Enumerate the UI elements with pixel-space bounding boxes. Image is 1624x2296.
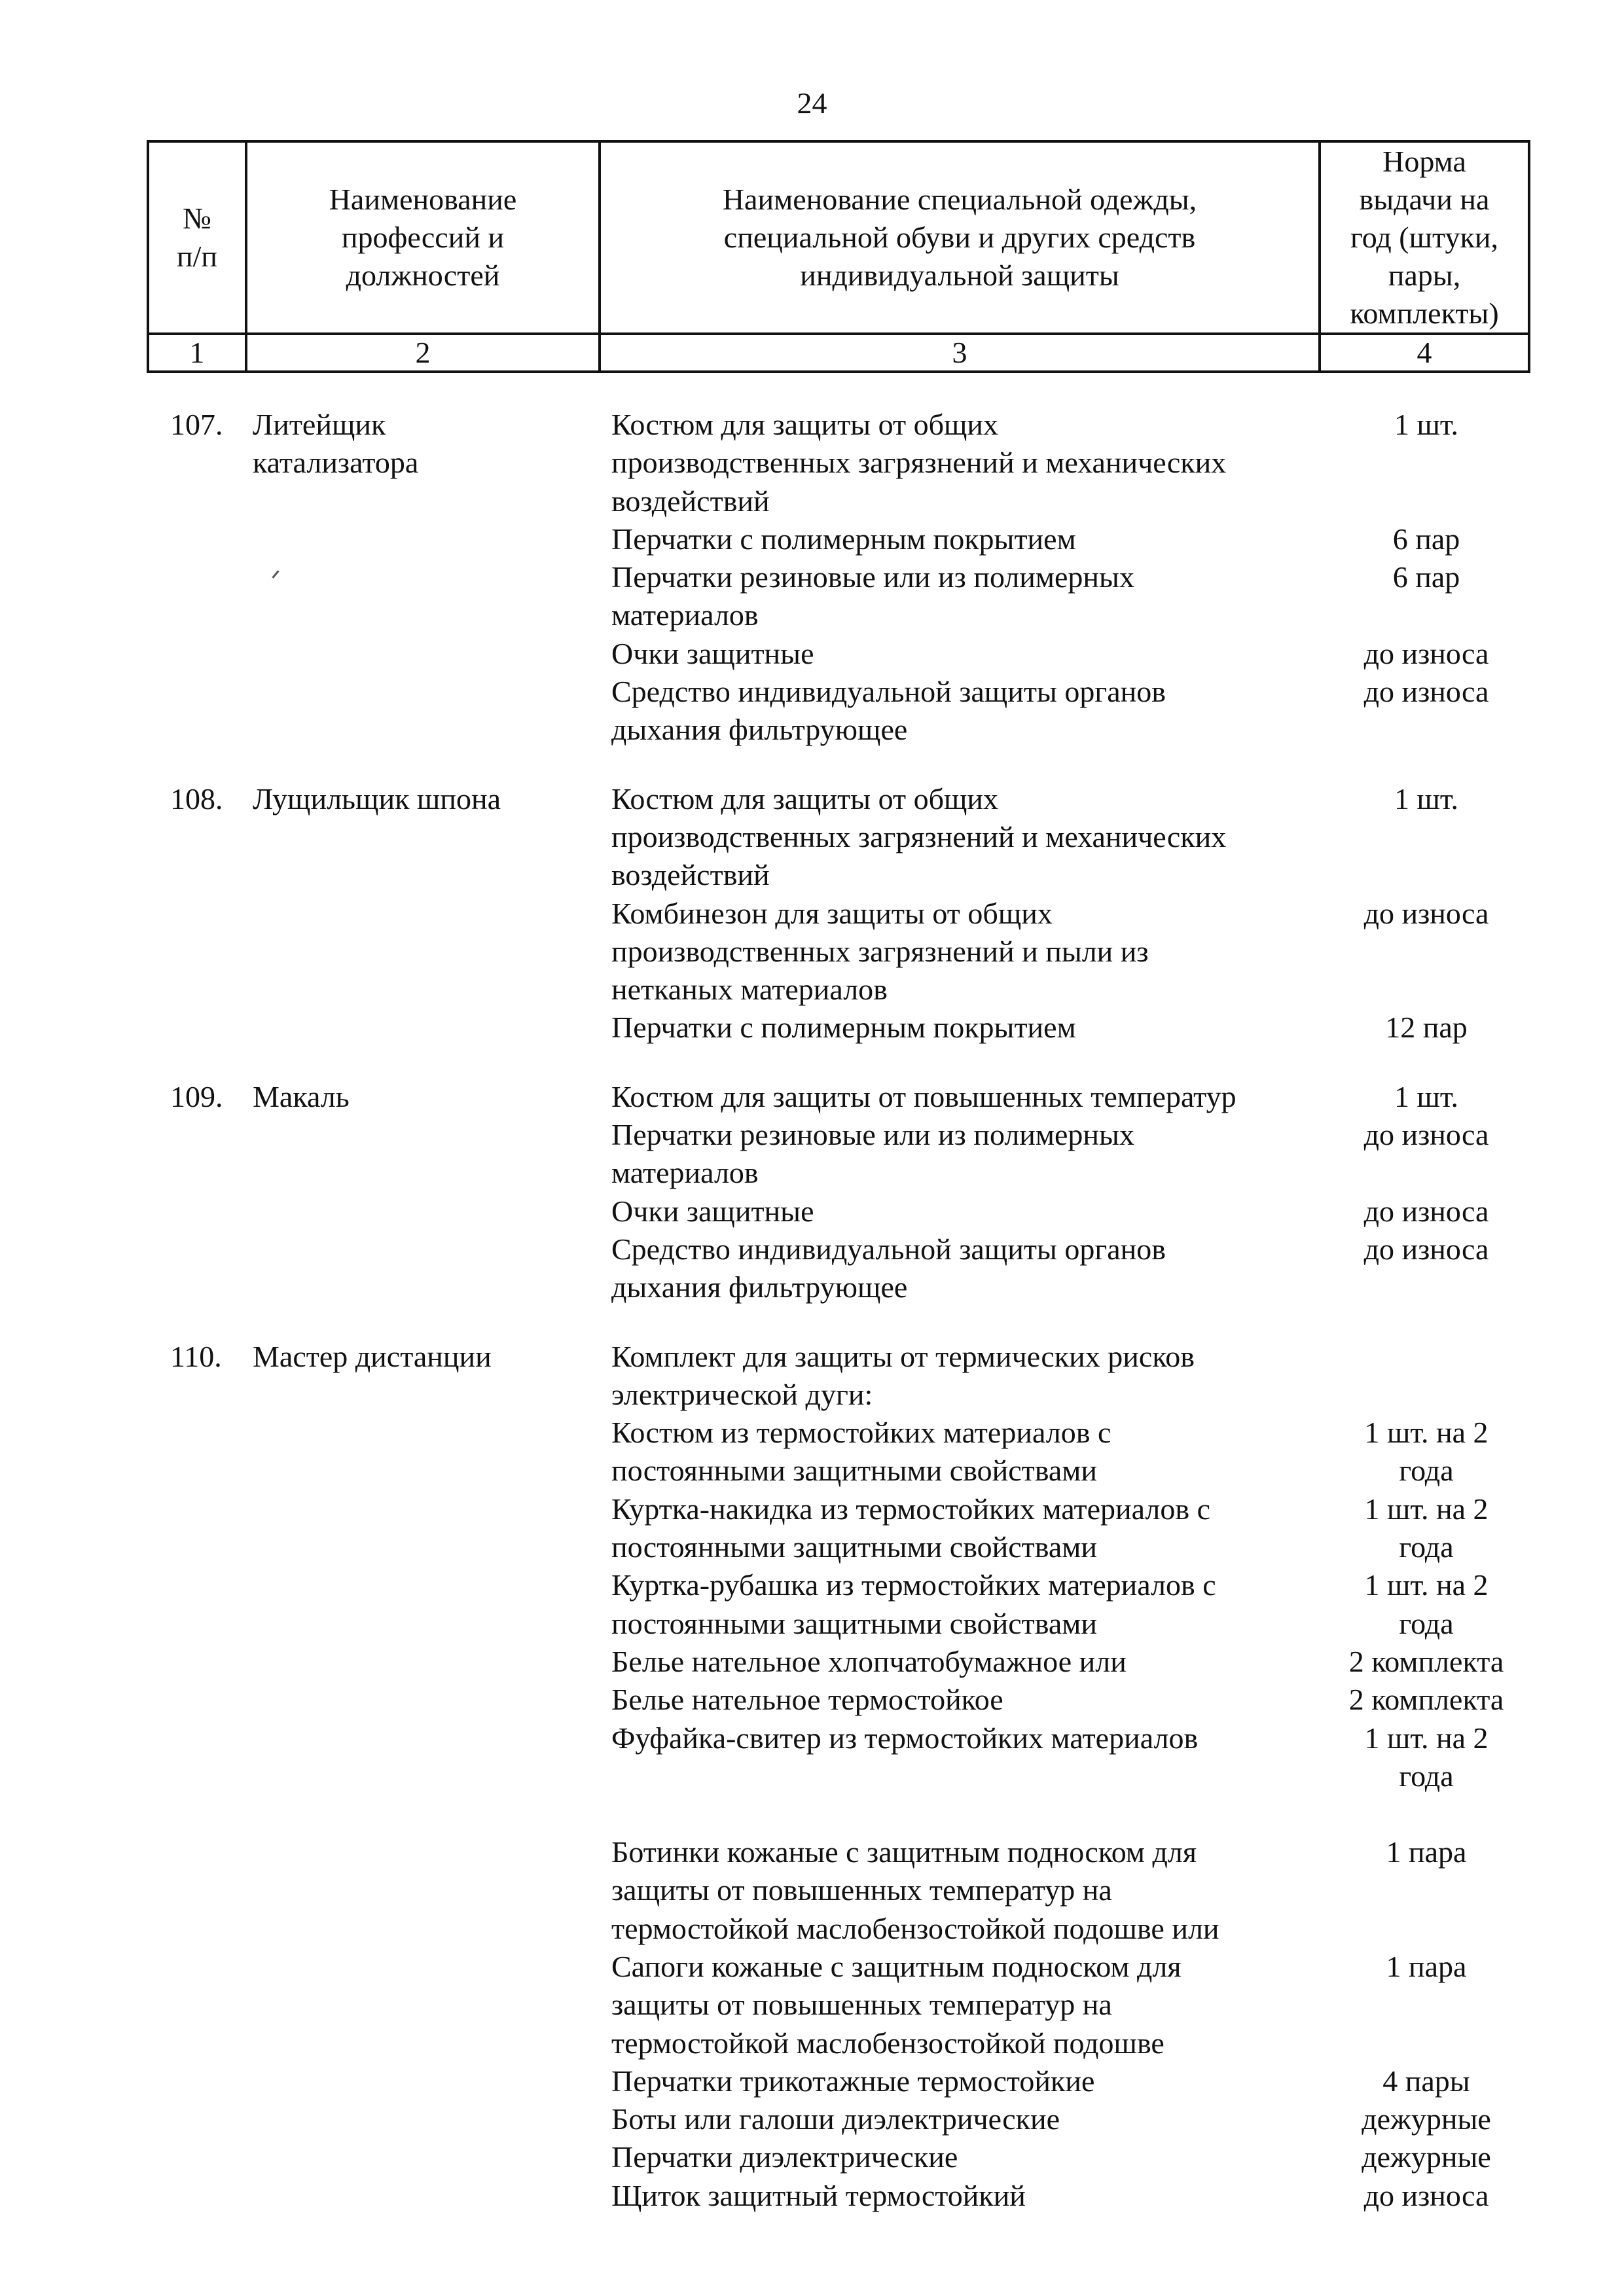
equipment-name: Фуфайка-свитер из термостойких материалов [611, 1721, 1199, 1755]
issue-norm [1325, 1338, 1528, 1414]
column-numbers-row [148, 334, 1529, 372]
equipment-name: Щиток защитный термостойкий [611, 2178, 1026, 2212]
entry-number: 110. [170, 1339, 222, 1373]
issue-norm: до износа [1363, 2178, 1489, 2212]
equipment-item [605, 520, 1528, 558]
equipment-name: Куртка-рубашка из термостойких материалов с постоянными защитными свойствами [611, 1568, 1216, 1640]
column-number: 4 [1320, 334, 1529, 372]
entry-block [147, 1338, 1528, 2215]
header-col-number: № п/п [148, 141, 246, 334]
issue-norm: 1 шт. [1394, 408, 1459, 441]
equipment-item [605, 1490, 1528, 1567]
entries-list [147, 406, 1528, 2246]
equipment-item [605, 1078, 1528, 1116]
equipment-name: Перчатки диэлектрические [611, 2140, 958, 2174]
equipment-name: Костюм для защиты от общих производственных загрязнений и механических воздействий [611, 781, 1227, 892]
entry-row [147, 406, 1528, 749]
issue-norm: до износа [1363, 636, 1489, 670]
equipment-item [605, 2177, 1528, 2215]
equipment-name: Сапоги кожаные с защитным подноском для защиты от повышенных температур на термостойкой маслобензостойкой подошве [611, 1949, 1182, 2060]
equipment-item [605, 1948, 1528, 2062]
issue-norm: до износа [1363, 896, 1489, 930]
issue-norm: 4 пары [1382, 2064, 1470, 2098]
entry-row [147, 780, 1528, 1047]
equipment-name: Белье нательное хлопчатобумажное или [611, 1644, 1127, 1678]
equipment-name: Перчатки с полимерным покрытием [611, 1011, 1076, 1045]
issue-norm: 1 шт. на 2 года [1364, 1721, 1489, 1793]
equipment-name: Средство индивидуальной защиты органов дыхания фильтрующее [611, 675, 1166, 747]
equipment-name: Костюм из термостойких материалов с постоянными защитными свойствами [611, 1416, 1111, 1488]
profession-name: Мастер дистанции [253, 1339, 492, 1373]
equipment-item [605, 1643, 1528, 1681]
equipment-item [605, 1009, 1528, 1047]
equipment-item [605, 1414, 1528, 1490]
equipment-name: Комбинезон для защиты от общих производственных загрязнений и пыли из нетканых материалов [611, 896, 1149, 1007]
equipment-name: Костюм для защиты от повышенных температур [611, 1079, 1236, 1113]
equipment-name: Средство индивидуальной защиты органов дыхания фильтрующее [611, 1232, 1166, 1304]
issue-norm: до износа [1363, 1118, 1489, 1152]
issue-norm: 1 пара [1386, 1835, 1467, 1869]
equipment-item [605, 1566, 1528, 1643]
equipment-item [605, 406, 1528, 520]
issue-norm: 6 пар [1392, 522, 1460, 556]
equipment-name: Костюм для защиты от общих производственных загрязнений и механических воздействий [611, 408, 1227, 518]
equipment-name: Очки защитные [611, 636, 814, 670]
profession-name: Макаль [253, 1079, 350, 1113]
column-number: 1 [148, 334, 246, 372]
equipment-list [605, 1338, 1528, 2215]
entry-row [147, 1338, 1528, 2215]
equipment-name: Ботинки кожаные с защитным подноском для защиты от повышенных температур на термостойкой маслобензостойкой подошве или [611, 1835, 1219, 1945]
equipment-list [605, 1078, 1528, 1307]
header-row [148, 141, 1529, 334]
equipment-item [605, 895, 1528, 1009]
equipment-item [605, 673, 1528, 749]
equipment-item [605, 635, 1528, 673]
equipment-list [605, 780, 1528, 1047]
equipment-name: Очки защитные [611, 1194, 814, 1228]
header-col-profession: Наименование профессий и должностей [246, 141, 600, 334]
equipment-item [605, 1193, 1528, 1230]
issue-norm: 1 шт. на 2 года [1364, 1416, 1489, 1488]
issue-norm: до износа [1363, 1194, 1489, 1228]
header-col-norm: Норма выдачи на год (штуки, пары, комплекты) [1320, 141, 1529, 334]
entry-number: 108. [170, 781, 223, 816]
page-number: 24 [797, 86, 827, 120]
entry-number: 107. [170, 408, 223, 441]
equipment-item [605, 1338, 1528, 1414]
issue-norm: дежурные [1362, 2102, 1491, 2136]
equipment-item [605, 2062, 1528, 2100]
equipment-name: Комплект для защиты от термических рисков электрической дуги: [611, 1339, 1195, 1411]
equipment-name: Перчатки резиновые или из полимерных материалов [611, 560, 1134, 632]
profession-name: Литейщик катализатора [253, 408, 419, 480]
issue-norm: 12 пар [1385, 1011, 1468, 1045]
column-number: 2 [246, 334, 600, 372]
issue-norm: до износа [1363, 675, 1489, 709]
entry-row [147, 1078, 1528, 1307]
header-col-equipment: Наименование специальной одежды, специальной обуви и других средств индивидуальной защиты [600, 141, 1320, 334]
equipment-item [605, 1833, 1528, 1948]
equipment-name: Перчатки резиновые или из полимерных материалов [611, 1118, 1134, 1190]
issue-norm: до износа [1363, 1232, 1489, 1266]
equipment-item [605, 1681, 1528, 1719]
equipment-item [605, 1116, 1528, 1193]
equipment-item [605, 558, 1528, 635]
entry-block [147, 406, 1528, 749]
equipment-item [605, 780, 1528, 895]
equipment-name: Белье нательное термостойкое [611, 1683, 1003, 1717]
issue-norm: 1 шт. на 2 года [1364, 1492, 1489, 1564]
entry-block [147, 780, 1528, 1047]
equipment-name: Боты или галоши диэлектрические [611, 2102, 1060, 2136]
issue-norm: 6 пар [1392, 560, 1460, 594]
equipment-name: Перчатки трикотажные термостойкие [611, 2064, 1095, 2098]
spacer [605, 1795, 1528, 1833]
entry-block [147, 1078, 1528, 1307]
profession-name: Лущильщик шпона [253, 781, 501, 816]
issue-norm: 1 шт. [1394, 1079, 1459, 1113]
equipment-item [605, 2138, 1528, 2176]
equipment-list [605, 406, 1528, 749]
issue-norm: 1 шт. [1394, 781, 1459, 816]
issue-norm: 2 комплекта [1348, 1644, 1504, 1678]
equipment-item [605, 1719, 1528, 1796]
equipment-item [605, 2100, 1528, 2138]
equipment-name: Куртка-накидка из термостойких материалов с постоянными защитными свойствами [611, 1492, 1211, 1564]
entry-number: 109. [170, 1079, 223, 1113]
issue-norm: 1 пара [1386, 1949, 1467, 1983]
column-number: 3 [600, 334, 1320, 372]
equipment-name: Перчатки с полимерным покрытием [611, 522, 1076, 556]
issue-norm: 2 комплекта [1348, 1683, 1504, 1717]
issue-norm: дежурные [1362, 2140, 1491, 2174]
equipment-item [605, 1230, 1528, 1307]
issue-norm: 1 шт. на 2 года [1364, 1568, 1489, 1640]
header-table [147, 140, 1530, 373]
